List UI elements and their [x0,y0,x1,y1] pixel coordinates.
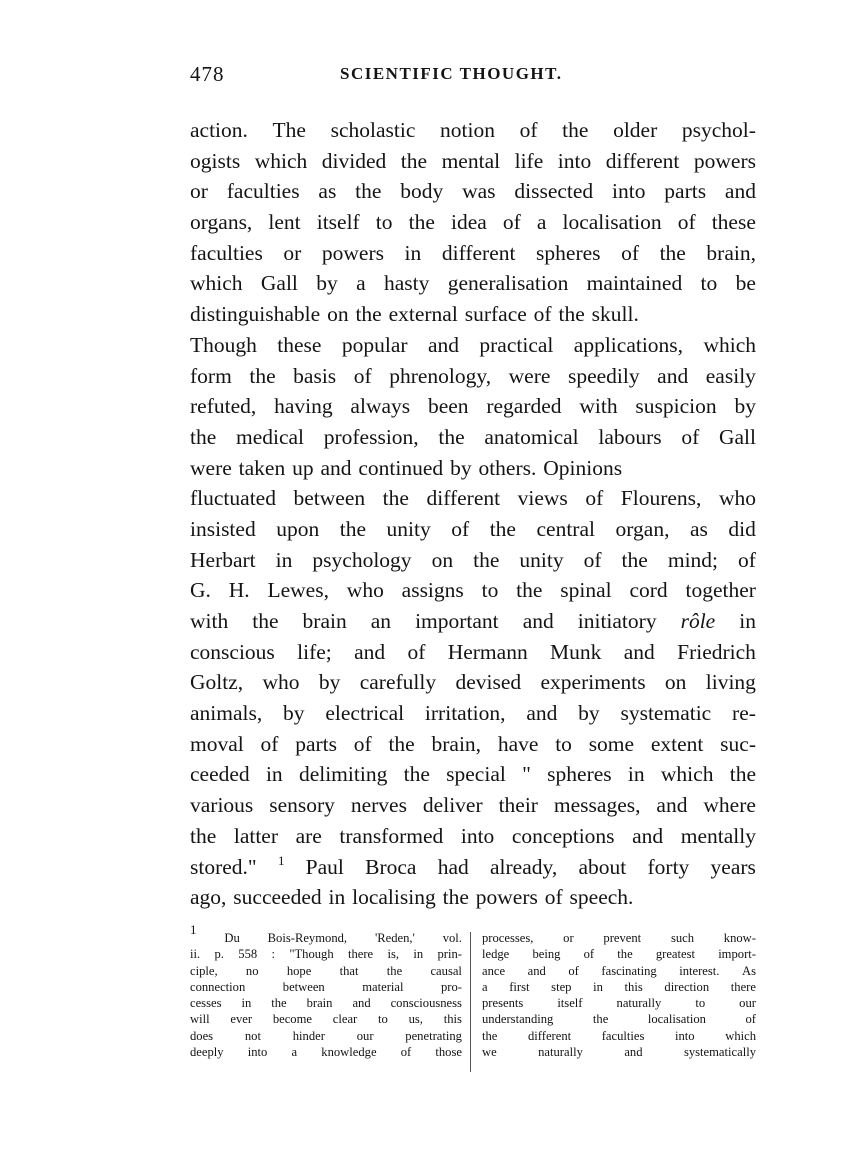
footnote-line: we naturally and systematically [482,1045,756,1060]
footnote-line: presents itself naturally to our [482,996,756,1011]
body-line: stored." $^1$ Paul Broca had already, about forty years [190,852,756,879]
body-line: insisted upon the unity of the central organ, as did [190,516,756,541]
page-number: 478 [190,62,225,86]
footnote-line: deeply into a knowledge of those [190,1045,462,1060]
body-line: various sensory nerves deliver their messages, and where [190,793,756,818]
body-line: the latter are transformed into conceptions and mentally [190,823,756,848]
footnotes [190,922,756,1075]
body-line: ogists which divided the mental life into different powers [190,148,756,173]
body-line: which Gall by a hasty generalisation maintained to be [190,271,756,296]
running-title: SCIENTIFIC THOUGHT. [340,64,563,83]
body-line: conscious life; and of Hermann Munk and Friedrich [190,639,756,664]
body-line: ceeded in delimiting the special " spheres in which the [190,762,756,787]
body-line: distinguishable on the external surface of the skull. [190,302,639,327]
footnote-line: ii. p. 558 : "Though there is, in prin- [190,947,462,962]
body-line: fluctuated between the different views of Flourens, who [190,486,756,511]
footnote-line: ciple, no hope that the causal [190,963,462,978]
body-line: the medical profession, the anatomical labours of Gall [190,424,756,449]
body-line: with the brain an important and initiatory rôle in [190,609,756,633]
footnote-line: connection between material pro- [190,979,462,994]
footnote-line: $^1$ Du Bois-Reymond, 'Reden,' vol. [190,922,462,945]
body-line: Though these popular and practical applications, which [190,332,756,357]
footnote-line: will ever become clear to us, this [190,1012,462,1027]
footnote-line: the different faculties into which [482,1028,756,1043]
body-line: moval of parts of the brain, have to some extent suc- [190,731,756,756]
body-line: form the basis of phrenology, were speedily and easily [190,363,756,388]
body-line: organs, lent itself to the idea of a localisation of these [190,210,756,235]
footnote-line: ance and of fascinating interest. As [482,963,756,978]
footnote-line: ledge being of the greatest import- [482,947,756,962]
footnote-line: does not hinder our penetrating [190,1028,462,1043]
footnote-line: processes, or prevent such know- [482,931,756,945]
footnote-line: understanding the localisation of [482,1012,756,1027]
running-head [190,62,756,88]
body-line: faculties or powers in different spheres of the brain, [190,240,756,265]
body-line: Herbart in psychology on the unity of the mind; of [190,547,756,572]
footnote-column-right [482,930,756,1060]
body-line: refuted, having always been regarded with suspicion by [190,394,756,419]
footnote-column-left [190,922,462,1060]
body-text [190,115,756,913]
body-line: ago, succeeded in localising the powers of speech. [190,885,634,910]
column-rule [470,932,471,1072]
body-line: or faculties as the body was dissected into parts and [190,179,756,204]
body-line: Goltz, who by carefully devised experiments on living [190,670,756,695]
footnote-line: cesses in the brain and consciousness [190,996,462,1011]
body-line: action. The scholastic notion of the older psychol- [190,118,756,142]
footnote-line: a first step in this direction there [482,979,756,994]
body-line: G. H. Lewes, who assigns to the spinal cord together [190,578,756,603]
body-line: animals, by electrical irritation, and by systematic re- [190,701,756,726]
body-line: were taken up and continued by others. Opinions [190,455,623,480]
